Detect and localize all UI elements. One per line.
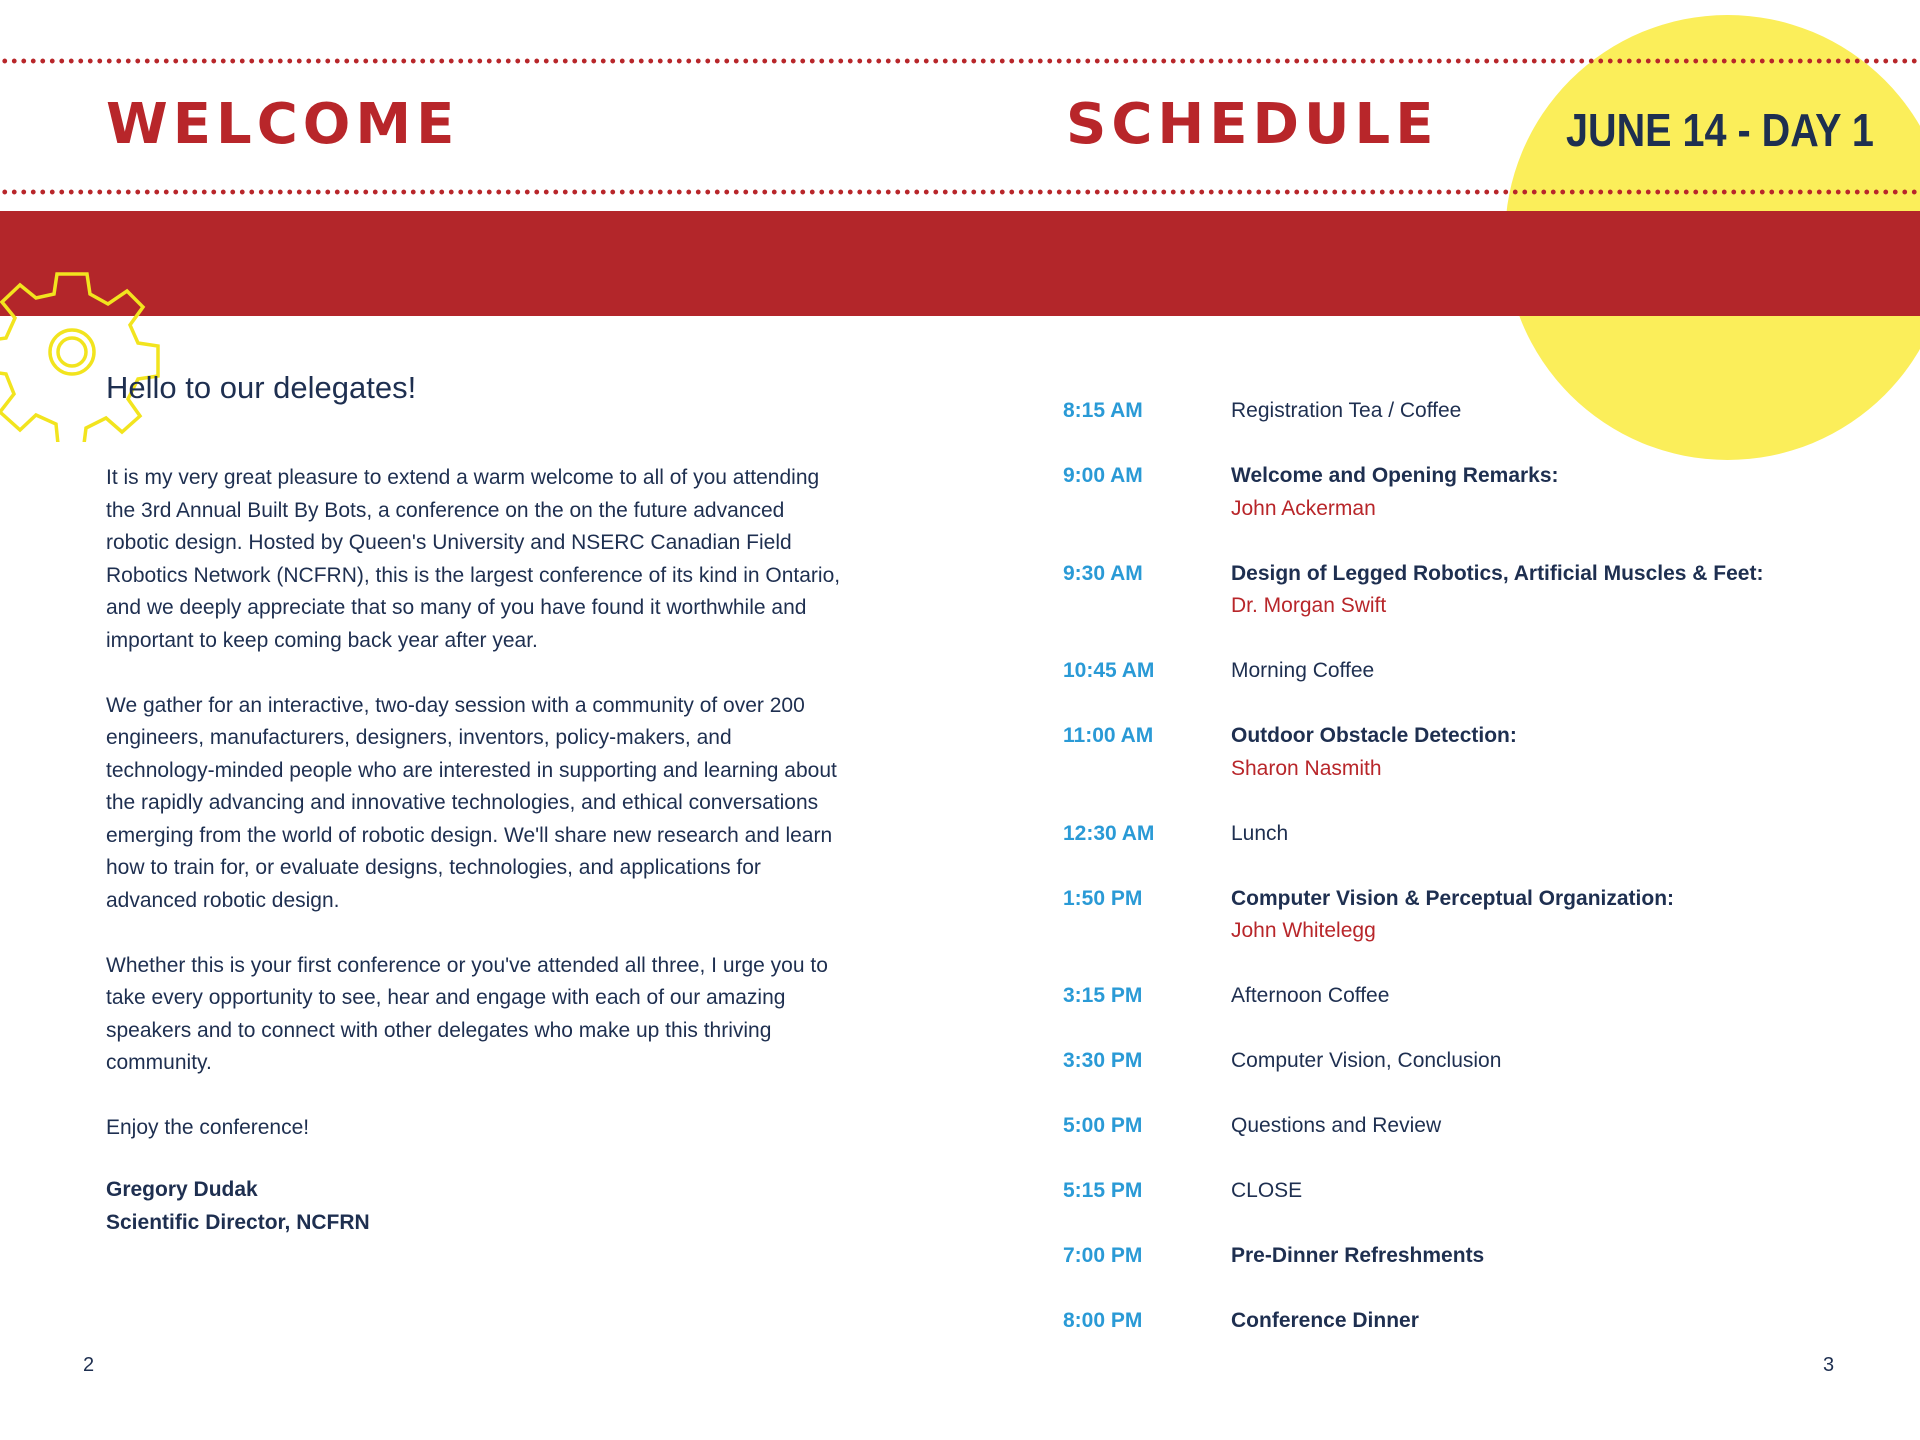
schedule-event-title: Outdoor Obstacle Detection: — [1231, 724, 1517, 747]
greeting-heading: Hello to our delegates! — [106, 370, 417, 405]
schedule-event — [1231, 1175, 1863, 1208]
schedule-event-title: CLOSE — [1231, 1179, 1303, 1202]
schedule-speaker: Dr. Morgan Swift — [1231, 594, 1387, 617]
page-number-right: 3 — [1823, 1354, 1835, 1376]
signature-block — [106, 1174, 706, 1239]
welcome-paragraph: It is my very great pleasure to extend a warm welcome to all of you attending the 3rd Annual Built By Bots, a conference on the on the future advanced robotic design. Hosted by Queen's University and NSERC Canadian Field Robotics Network (NCFRN), this is the largest conference of its kind in Ontario, and we deeply appreciate that so many of you have found it worthwhile and important to keep coming back year after year. — [106, 466, 841, 652]
schedule-event — [1231, 460, 1863, 525]
top-dotted-rule — [0, 58, 1920, 64]
schedule-row — [1063, 1045, 1863, 1078]
schedule-time: 8:15 AM — [1063, 399, 1143, 422]
welcome-title: WELCOME — [106, 92, 460, 157]
schedule-row — [1063, 720, 1863, 785]
schedule-event — [1231, 720, 1863, 785]
schedule-event-title: Pre-Dinner Refreshments — [1231, 1244, 1485, 1267]
schedule-speaker: John Whitelegg — [1231, 919, 1376, 942]
schedule-event — [1231, 1045, 1863, 1078]
schedule-title: SCHEDULE — [1066, 92, 1439, 157]
schedule-event — [1231, 883, 1863, 948]
schedule-event-title: Conference Dinner — [1231, 1309, 1419, 1332]
schedule-speaker: Sharon Nasmith — [1231, 756, 1382, 780]
welcome-paragraph: Whether this is your first conference or you've attended all three, I urge you to take every opportunity to see, hear and engage with each of our amazing speakers and to connect with other delegates who make up this thriving community. — [106, 953, 828, 1074]
red-header-band — [0, 211, 1920, 316]
schedule-row — [1063, 1305, 1863, 1338]
schedule-time: 9:00 AM — [1063, 464, 1143, 487]
bottom-dotted-rule — [0, 189, 1920, 195]
schedule-event-title: Computer Vision, Conclusion — [1231, 1049, 1502, 1072]
schedule-event-title: Morning Coffee — [1231, 659, 1375, 682]
schedule-event — [1231, 1305, 1863, 1338]
schedule-speaker: John Ackerman — [1231, 496, 1376, 520]
schedule-time: 9:30 AM — [1063, 561, 1143, 585]
schedule-time: 5:15 PM — [1063, 1179, 1143, 1202]
schedule-time: 8:00 PM — [1063, 1309, 1143, 1332]
day-badge: JUNE 14 - DAY 1 — [1566, 104, 1874, 156]
schedule-event-title: Welcome and Opening Remarks: — [1231, 464, 1559, 487]
schedule-event — [1231, 655, 1863, 688]
schedule-row — [1063, 1175, 1863, 1208]
schedule-time: 7:00 PM — [1063, 1244, 1143, 1267]
schedule-event — [1231, 558, 1863, 623]
welcome-letter — [106, 462, 846, 1177]
schedule-event-title: Afternoon Coffee — [1231, 984, 1390, 1007]
schedule-event — [1231, 980, 1863, 1013]
schedule-row — [1063, 980, 1863, 1013]
signature-title: Scientific Director, NCFRN — [106, 1210, 370, 1234]
schedule-time: 11:00 AM — [1063, 724, 1154, 747]
schedule-row — [1063, 395, 1863, 428]
welcome-closing: Enjoy the conference! — [106, 1116, 310, 1139]
schedule-row — [1063, 460, 1863, 525]
schedule-row — [1063, 1240, 1863, 1273]
schedule-row — [1063, 883, 1863, 948]
schedule-row — [1063, 818, 1863, 851]
schedule-time: 3:15 PM — [1063, 984, 1143, 1007]
welcome-paragraph: We gather for an interactive, two-day session with a community of over 200 engineers, manufacturers, designers, inventors, policy-makers, and technology-minded people who are interested in supporting and learning about the rapidly advancing and innovative technologies, and ethical conversations emerging from the world of robotic design. We'll share new research and learn how to train for, or evaluate designs, technologies, and applications for advanced robotic design. — [106, 693, 837, 912]
schedule-event-title: Lunch — [1231, 821, 1289, 845]
schedule-row — [1063, 558, 1863, 623]
schedule-time: 1:50 PM — [1063, 886, 1143, 910]
schedule-time: 5:00 PM — [1063, 1114, 1143, 1137]
schedule-event — [1231, 1110, 1863, 1143]
schedule-list — [1063, 395, 1863, 1370]
schedule-event-title: Design of Legged Robotics, Artificial Muscles & Feet: — [1231, 561, 1764, 585]
schedule-event-title: Registration Tea / Coffee — [1231, 399, 1462, 422]
schedule-event-title: Computer Vision & Perceptual Organization: — [1231, 886, 1675, 910]
schedule-row — [1063, 655, 1863, 688]
schedule-time: 3:30 PM — [1063, 1049, 1143, 1072]
schedule-event — [1231, 1240, 1863, 1273]
schedule-event — [1231, 818, 1863, 851]
gear-icon — [0, 262, 170, 442]
schedule-row — [1063, 1110, 1863, 1143]
schedule-event — [1231, 395, 1863, 428]
signature-name: Gregory Dudak — [106, 1178, 258, 1201]
schedule-time: 12:30 AM — [1063, 821, 1155, 845]
page-number-left: 2 — [83, 1354, 95, 1376]
schedule-time: 10:45 AM — [1063, 659, 1155, 682]
schedule-event-title: Questions and Review — [1231, 1114, 1442, 1137]
